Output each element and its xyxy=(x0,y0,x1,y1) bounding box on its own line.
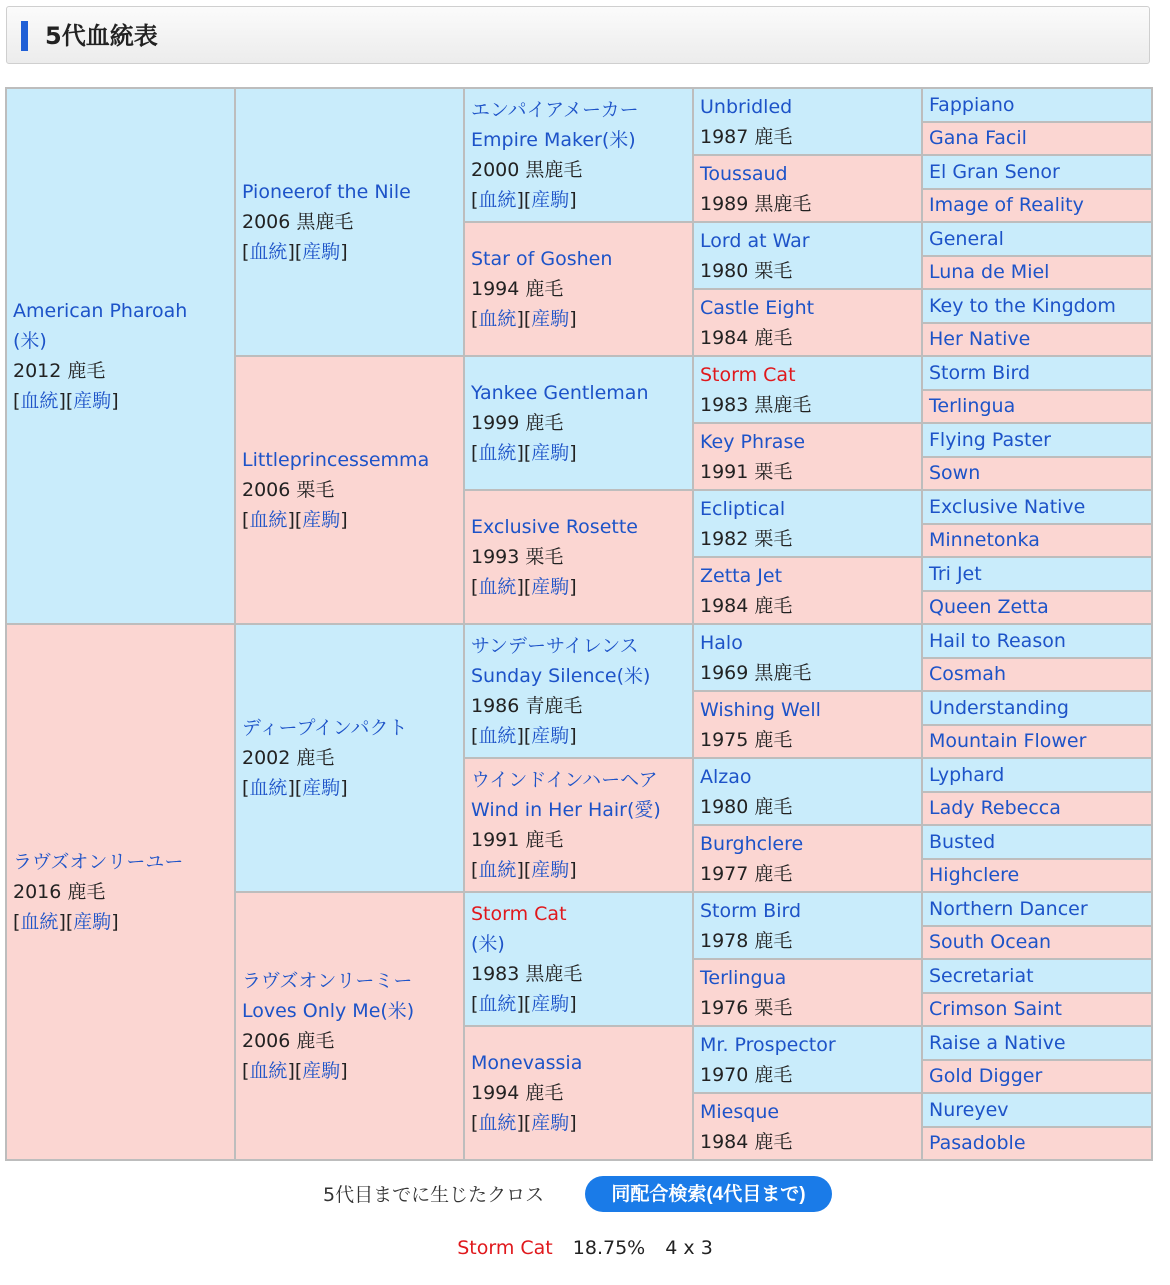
pedigree-cell-g5 xyxy=(922,356,1152,390)
pedigree-cell-g5 xyxy=(922,390,1152,424)
pedigree-cell-g5 xyxy=(922,859,1152,893)
horse-birth-info: 1983 黒鹿毛 xyxy=(471,963,583,985)
pedigree-link[interactable]: 血統 xyxy=(478,725,517,747)
horse-name-link[interactable]: American Pharoah xyxy=(13,300,188,322)
offspring-link[interactable]: 産駒 xyxy=(531,189,570,211)
horse-birth-info: 1991 栗毛 xyxy=(700,460,793,483)
horse-name-link[interactable]: Her Native xyxy=(929,328,1031,351)
horse-name-link[interactable]: Raise a Native xyxy=(929,1031,1066,1054)
horse-birth-info: 1975 鹿毛 xyxy=(700,728,793,751)
pedigree-cell-g5 xyxy=(922,1026,1152,1060)
horse-subname-link[interactable]: Empire Maker(米) xyxy=(471,129,636,151)
pedigree-cell-g4 xyxy=(693,88,922,155)
pedigree-link[interactable]: 血統 xyxy=(478,993,517,1015)
pedigree-cell-g5 xyxy=(922,1127,1152,1161)
pedigree-cell-g5 xyxy=(922,725,1152,759)
pedigree-cell-g5 xyxy=(922,524,1152,558)
horse-birth-info: 1994 鹿毛 xyxy=(471,1082,564,1104)
horse-birth-info: 1993 栗毛 xyxy=(471,546,564,568)
pedigree-cell-g5 xyxy=(922,88,1152,122)
horse-name-link[interactable]: Pasadoble xyxy=(929,1132,1026,1155)
horse-name-link[interactable]: Highclere xyxy=(929,864,1020,887)
pedigree-cell-g2: ラヴズオンリーミー Loves Only Me(米) 2006 鹿毛 [血統][産駒] xyxy=(235,892,464,1160)
horse-name-link[interactable]: Pioneerof the Nile xyxy=(242,181,411,203)
pedigree-cell-g5 xyxy=(922,122,1152,156)
cross-horse-name-link[interactable]: Storm Cat xyxy=(457,1237,553,1259)
pedigree-cell-g5 xyxy=(922,256,1152,290)
pedigree-cell-g3: Exclusive Rosette 1993 栗毛 [血統][産駒] xyxy=(464,490,693,624)
horse-birth-info: 1991 鹿毛 xyxy=(471,829,564,851)
horse-birth-info: 1989 黒鹿毛 xyxy=(700,192,812,215)
pedigree-cell-g4 xyxy=(693,624,922,691)
horse-birth-info: 1976 栗毛 xyxy=(700,996,793,1019)
pedigree-cell-g5 xyxy=(922,658,1152,692)
pedigree-link[interactable]: 血統 xyxy=(249,509,288,531)
offspring-link[interactable]: 産駒 xyxy=(302,509,341,531)
offspring-link[interactable]: 産駒 xyxy=(531,442,570,464)
horse-name-link[interactable]: Castle Eight xyxy=(700,296,815,319)
horse-name-link[interactable]: Crimson Saint xyxy=(929,998,1062,1021)
pedigree-link[interactable]: 血統 xyxy=(20,911,59,933)
horse-name-link[interactable]: ラヴズオンリーユー xyxy=(13,851,184,873)
pedigree-link[interactable]: 血統 xyxy=(478,442,517,464)
pedigree-cell-g4 xyxy=(693,490,922,557)
pedigree-cell-g5 xyxy=(922,289,1152,323)
horse-name-link[interactable]: ウインドインハーヘア xyxy=(471,769,658,791)
pedigree-cell-g4 xyxy=(693,1026,922,1093)
pedigree-cell-g5 xyxy=(922,189,1152,223)
horse-name-link[interactable]: Gana Facil xyxy=(929,127,1027,150)
horse-name-link[interactable]: Lady Rebecca xyxy=(929,797,1061,820)
cross-section xyxy=(0,1175,1170,1215)
pedigree-cell-g5 xyxy=(922,993,1152,1027)
offspring-link[interactable]: 産駒 xyxy=(302,777,341,799)
header-accent-bar xyxy=(21,21,28,51)
pedigree-link[interactable]: 血統 xyxy=(249,777,288,799)
horse-name-link[interactable]: Yankee Gentleman xyxy=(471,382,649,404)
pedigree-link[interactable]: 血統 xyxy=(478,576,517,598)
horse-name-link[interactable]: Storm Bird xyxy=(700,899,802,922)
cross-generation: 4 x 3 xyxy=(665,1237,713,1259)
horse-subname-link[interactable]: Wind in Her Hair(愛) xyxy=(471,799,661,821)
horse-name-link[interactable]: Cosmah xyxy=(929,663,1006,686)
offspring-link[interactable]: 産駒 xyxy=(531,725,570,747)
pedigree-table xyxy=(5,87,1153,1161)
horse-birth-info: 1978 鹿毛 xyxy=(700,929,793,952)
pedigree-link[interactable]: 血統 xyxy=(249,1060,288,1082)
horse-name-link[interactable]: Queen Zetta xyxy=(929,596,1049,619)
pedigree-cell-g4 xyxy=(693,691,922,758)
offspring-link[interactable]: 産駒 xyxy=(531,576,570,598)
pedigree-cell-g5 xyxy=(922,222,1152,256)
horse-name-link[interactable]: Image of Reality xyxy=(929,194,1084,217)
pedigree-cell-g4 xyxy=(693,289,922,356)
horse-name-link[interactable]: Northern Dancer xyxy=(929,897,1088,920)
offspring-link[interactable]: 産駒 xyxy=(531,1112,570,1134)
pedigree-header xyxy=(6,6,1150,64)
horse-name-link[interactable]: Mr. Prospector xyxy=(700,1033,836,1056)
horse-birth-info: 1970 鹿毛 xyxy=(700,1063,793,1086)
pedigree-cell-g1: ラヴズオンリーユー 2016 鹿毛 [血統][産駒] xyxy=(6,624,235,1160)
offspring-link[interactable]: 産駒 xyxy=(531,308,570,330)
offspring-link[interactable]: 産駒 xyxy=(302,241,341,263)
horse-name-link[interactable]: Secretariat xyxy=(929,964,1034,987)
offspring-link[interactable]: 産駒 xyxy=(531,859,570,881)
horse-name-link[interactable]: Tri Jet xyxy=(929,562,982,585)
horse-name-link[interactable]: Busted xyxy=(929,830,996,853)
horse-name-link[interactable]: Burghclere xyxy=(700,832,804,855)
pedigree-cell-g5 xyxy=(922,691,1152,725)
pedigree-cell-g3: Storm Cat (米) 1983 黒鹿毛 [血統][産駒] xyxy=(464,892,693,1026)
horse-name-link[interactable]: Miesque xyxy=(700,1100,780,1123)
horse-name-link[interactable]: Alzao xyxy=(700,765,752,788)
pedigree-cell-g5 xyxy=(922,457,1152,491)
horse-name-link[interactable]: Monevassia xyxy=(471,1052,583,1074)
pedigree-cell-g4 xyxy=(693,758,922,825)
pedigree-cell-g2: Littleprincessemma 2006 栗毛 [血統][産駒] xyxy=(235,356,464,624)
horse-name-link[interactable]: ラヴズオンリーミー xyxy=(242,970,413,992)
horse-birth-info: 1999 鹿毛 xyxy=(471,412,564,434)
horse-name-link[interactable]: Storm Cat xyxy=(700,363,796,386)
pedigree-cell-g4 xyxy=(693,1093,922,1160)
pedigree-cell-g1: American Pharoah (米) 2012 鹿毛 [血統][産駒] xyxy=(6,88,235,624)
pedigree-cell-g5 xyxy=(922,792,1152,826)
pedigree-cell-g3: サンデーサイレンス Sunday Silence(米) 1986 青鹿毛 [血統][産駒] xyxy=(464,624,693,758)
horse-name-link[interactable]: Storm Cat xyxy=(471,903,567,925)
page-title: 5代血統表 xyxy=(45,22,158,50)
pedigree-cell-g5 xyxy=(922,323,1152,357)
horse-name-link[interactable]: Storm Bird xyxy=(929,361,1031,384)
horse-name-link[interactable]: ディープインパクト xyxy=(242,717,408,739)
pedigree-cell-g3: Yankee Gentleman 1999 鹿毛 [血統][産駒] xyxy=(464,356,693,490)
horse-birth-info: 1984 鹿毛 xyxy=(700,1130,793,1153)
horse-name-link[interactable]: Flying Paster xyxy=(929,428,1051,451)
pedigree-cell-g2: ディープインパクト 2002 鹿毛 [血統][産駒] xyxy=(235,624,464,892)
horse-name-link[interactable]: Luna de Miel xyxy=(929,261,1050,284)
horse-subname-link[interactable]: Sunday Silence(米) xyxy=(471,665,651,687)
offspring-link[interactable]: 産駒 xyxy=(73,911,112,933)
pedigree-cell-g3: Monevassia 1994 鹿毛 [血統][産駒] xyxy=(464,1026,693,1160)
pedigree-cell-g3: エンパイアメーカー Empire Maker(米) 2000 黒鹿毛 [血統][産駒] xyxy=(464,88,693,222)
horse-name-link[interactable]: Toussaud xyxy=(700,162,788,185)
horse-name-link[interactable]: Wishing Well xyxy=(700,698,821,721)
pedigree-link[interactable]: 血統 xyxy=(249,241,288,263)
pedigree-cell-g4 xyxy=(693,222,922,289)
pedigree-link[interactable]: 血統 xyxy=(478,1112,517,1134)
pedigree-link[interactable]: 血統 xyxy=(20,390,59,412)
horse-name-link[interactable]: Key to the Kingdom xyxy=(929,294,1116,317)
cross-item xyxy=(0,1234,1170,1262)
pedigree-cell-g5 xyxy=(922,624,1152,658)
horse-name-link[interactable]: Ecliptical xyxy=(700,497,786,520)
horse-name-link[interactable]: Zetta Jet xyxy=(700,564,783,587)
horse-birth-info: 2016 鹿毛 xyxy=(13,881,106,903)
horse-name-link[interactable]: Terlingua xyxy=(929,395,1016,418)
horse-name-link[interactable]: Exclusive Rosette xyxy=(471,516,638,538)
pedigree-cell-g5 xyxy=(922,959,1152,993)
pedigree-cell-g5 xyxy=(922,926,1152,960)
horse-birth-info: 1977 鹿毛 xyxy=(700,862,793,885)
pedigree-cell-g4 xyxy=(693,892,922,959)
horse-subname-link[interactable]: (米) xyxy=(471,933,505,955)
horse-name-link[interactable]: サンデーサイレンス xyxy=(471,635,639,657)
horse-birth-info: 2000 黒鹿毛 xyxy=(471,159,583,181)
pedigree-cell-g5 xyxy=(922,892,1152,926)
horse-birth-info: 1983 黒鹿毛 xyxy=(700,393,812,416)
pedigree-cell-g3: ウインドインハーヘア Wind in Her Hair(愛) 1991 鹿毛 [血統][産駒] xyxy=(464,758,693,892)
pedigree-cell-g5 xyxy=(922,557,1152,591)
horse-name-link[interactable]: Exclusive Native xyxy=(929,495,1086,518)
pedigree-cell-g4 xyxy=(693,825,922,892)
horse-name-link[interactable]: Gold Digger xyxy=(929,1065,1043,1088)
horse-birth-info: 1969 黒鹿毛 xyxy=(700,661,812,684)
pedigree-cell-g5 xyxy=(922,490,1152,524)
horse-name-link[interactable]: Mountain Flower xyxy=(929,730,1087,753)
horse-name-link[interactable]: Nureyev xyxy=(929,1098,1009,1121)
horse-name-link[interactable]: General xyxy=(929,227,1004,250)
pedigree-row xyxy=(6,624,1152,658)
horse-name-link[interactable]: South Ocean xyxy=(929,931,1052,954)
pedigree-cell-g5 xyxy=(922,1093,1152,1127)
pedigree-cell-g4 xyxy=(693,155,922,222)
horse-birth-info: 1994 鹿毛 xyxy=(471,278,564,300)
horse-name-link[interactable]: Sown xyxy=(929,462,981,485)
pedigree-cell-g4 xyxy=(693,557,922,624)
horse-birth-info: 1980 鹿毛 xyxy=(700,795,793,818)
cross-percentage: 18.75% xyxy=(572,1237,646,1259)
horse-name-link[interactable]: エンパイアメーカー xyxy=(471,99,639,121)
horse-name-link[interactable]: Lyphard xyxy=(929,763,1005,786)
pedigree-link[interactable]: 血統 xyxy=(478,189,517,211)
horse-subname-link[interactable]: (米) xyxy=(13,330,47,352)
pedigree-cell-g2: Pioneerof the Nile 2006 黒鹿毛 [血統][産駒] xyxy=(235,88,464,356)
horse-birth-info: 2006 黒鹿毛 xyxy=(242,211,354,233)
horse-birth-info: 2006 栗毛 xyxy=(242,479,335,501)
pedigree-cell-g3: Star of Goshen 1994 鹿毛 [血統][産駒] xyxy=(464,222,693,356)
horse-birth-info: 2012 鹿毛 xyxy=(13,360,106,382)
pedigree-cell-g5 xyxy=(922,1060,1152,1094)
pedigree-cell-g4 xyxy=(693,423,922,490)
horse-birth-info: 1980 栗毛 xyxy=(700,259,793,282)
horse-subname-link[interactable]: Loves Only Me(米) xyxy=(242,1000,415,1022)
same-mating-search-button[interactable]: 同配合検索(4代目まで) xyxy=(585,1176,832,1212)
pedigree-link[interactable]: 血統 xyxy=(478,859,517,881)
horse-birth-info: 1986 青鹿毛 xyxy=(471,695,583,717)
cross-label: 5代目までに生じたクロス xyxy=(323,1184,545,1206)
offspring-link[interactable]: 産駒 xyxy=(531,993,570,1015)
horse-name-link[interactable]: Minnetonka xyxy=(929,529,1040,552)
horse-name-link[interactable]: Understanding xyxy=(929,696,1069,719)
pedigree-cell-g4 xyxy=(693,356,922,423)
offspring-link[interactable]: 産駒 xyxy=(302,1060,341,1082)
horse-name-link[interactable]: Unbridled xyxy=(700,95,793,118)
horse-birth-info: 1984 鹿毛 xyxy=(700,326,793,349)
pedigree-cell-g5 xyxy=(922,825,1152,859)
horse-birth-info: 1982 栗毛 xyxy=(700,527,793,550)
horse-name-link[interactable]: Star of Goshen xyxy=(471,248,613,270)
horse-name-link[interactable]: Terlingua xyxy=(700,966,787,989)
pedigree-cell-g4 xyxy=(693,959,922,1026)
pedigree-cell-g5 xyxy=(922,591,1152,625)
pedigree-cell-g5 xyxy=(922,155,1152,189)
horse-name-link[interactable]: Littleprincessemma xyxy=(242,449,430,471)
horse-birth-info: 2002 鹿毛 xyxy=(242,747,335,769)
horse-birth-info: 2006 鹿毛 xyxy=(242,1030,335,1052)
horse-name-link[interactable]: Fappiano xyxy=(929,93,1015,116)
horse-birth-info: 1984 鹿毛 xyxy=(700,594,793,617)
horse-birth-info: 1987 鹿毛 xyxy=(700,125,793,148)
horse-name-link[interactable]: El Gran Senor xyxy=(929,160,1060,183)
horse-name-link[interactable]: Lord at War xyxy=(700,229,810,252)
pedigree-row xyxy=(6,88,1152,122)
horse-name-link[interactable]: Hail to Reason xyxy=(929,629,1066,652)
pedigree-cell-g5 xyxy=(922,758,1152,792)
pedigree-cell-g5 xyxy=(922,423,1152,457)
horse-name-link[interactable]: Key Phrase xyxy=(700,430,806,453)
pedigree-link[interactable]: 血統 xyxy=(478,308,517,330)
horse-name-link[interactable]: Halo xyxy=(700,631,743,654)
offspring-link[interactable]: 産駒 xyxy=(73,390,112,412)
